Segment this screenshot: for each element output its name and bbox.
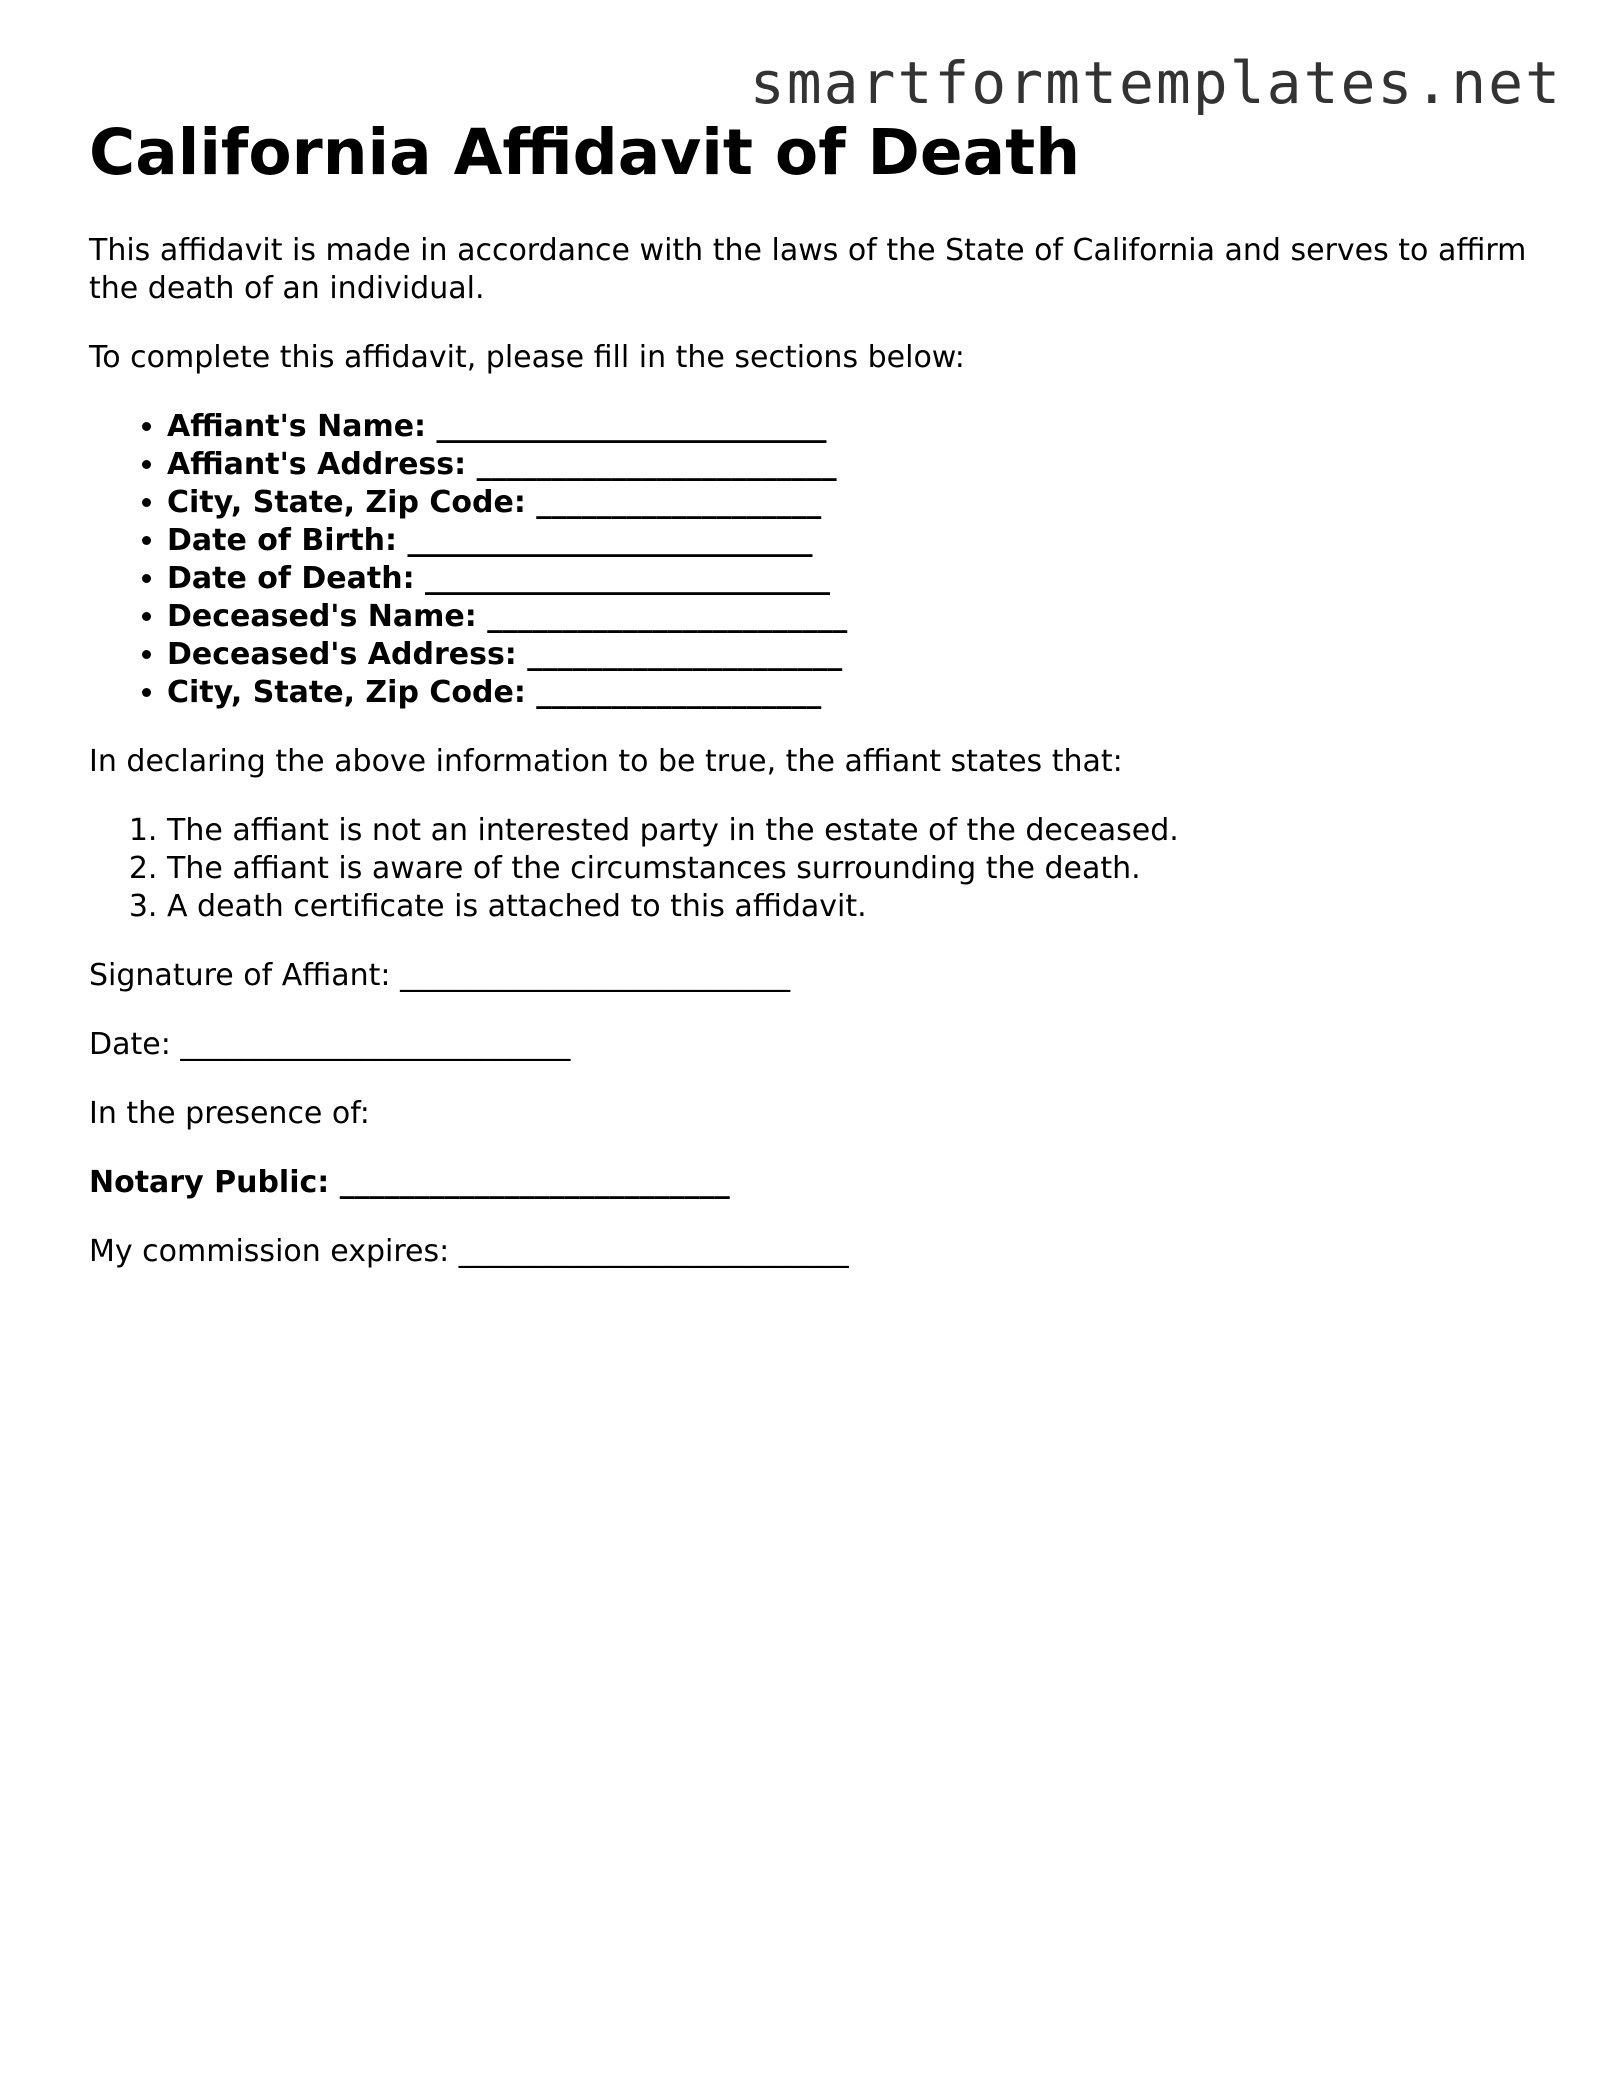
presence-paragraph: In the presence of: [89, 1096, 370, 1131]
field-affiant-address [167, 446, 1559, 484]
commission-line [89, 1233, 1559, 1271]
field-blank[interactable]: ___________________________ [407, 523, 813, 558]
date-line [89, 1026, 1559, 1064]
page-title: California Affidavit of Death [89, 116, 1081, 189]
field-blank[interactable]: ___________________________ [425, 561, 831, 596]
field-blank[interactable]: ________________________ [487, 599, 848, 634]
field-blank[interactable]: _____________________ [527, 637, 843, 672]
notary-line [89, 1164, 1559, 1202]
statement-item: 1. The affiant is not an interested party in the estate of the deceased. [167, 812, 1559, 850]
field-date-of-death [167, 560, 1559, 598]
field-affiant-name [167, 408, 1559, 446]
field-blank[interactable]: ___________________ [536, 485, 822, 520]
statement-item: 2. The affiant is aware of the circumstances surrounding the death. [167, 850, 1559, 888]
signature-line [89, 957, 1559, 995]
notary-blank[interactable]: __________________________ [339, 1165, 730, 1200]
field-date-of-birth [167, 522, 1559, 560]
field-label: Deceased's Address: [167, 637, 517, 672]
field-blank[interactable]: ___________________ [536, 675, 822, 710]
commission-blank[interactable]: __________________________ [458, 1234, 849, 1269]
field-label: Deceased's Name: [167, 599, 477, 634]
statement-list [89, 812, 1559, 926]
field-label: Affiant's Address: [167, 447, 467, 482]
date-label: Date: [89, 1027, 171, 1062]
notary-label: Notary Public: [89, 1165, 330, 1200]
field-blank[interactable]: __________________________ [436, 409, 827, 444]
field-label: City, State, Zip Code: [167, 675, 526, 710]
affidavit-body [89, 118, 1559, 1302]
field-deceased-address [167, 636, 1559, 674]
statement-item: 3. A death certificate is attached to this affidavit. [167, 888, 1559, 926]
field-blank[interactable]: ________________________ [476, 447, 837, 482]
field-label: City, State, Zip Code: [167, 485, 526, 520]
signature-label: Signature of Affiant: [89, 958, 391, 993]
field-label: Affiant's Name: [167, 409, 427, 444]
intro-paragraph: This affidavit is made in accordance with the laws of the State of California and serves to affirm the death of an individual. [89, 233, 1527, 306]
signature-blank[interactable]: __________________________ [400, 958, 791, 993]
field-label: Date of Death: [167, 561, 415, 596]
watermark-text: smartformtemplates.net [749, 49, 1562, 117]
field-list [89, 408, 1559, 712]
field-affiant-city-state-zip [167, 484, 1559, 522]
commission-label: My commission expires: [89, 1234, 450, 1269]
instruction-paragraph: To complete this affidavit, please fill in the sections below: [89, 340, 965, 375]
date-blank[interactable]: __________________________ [180, 1027, 571, 1062]
field-deceased-city-state-zip [167, 674, 1559, 712]
field-label: Date of Birth: [167, 523, 398, 558]
declaration-paragraph: In declaring the above information to be true, the affiant states that: [89, 744, 1123, 779]
field-deceased-name [167, 598, 1559, 636]
